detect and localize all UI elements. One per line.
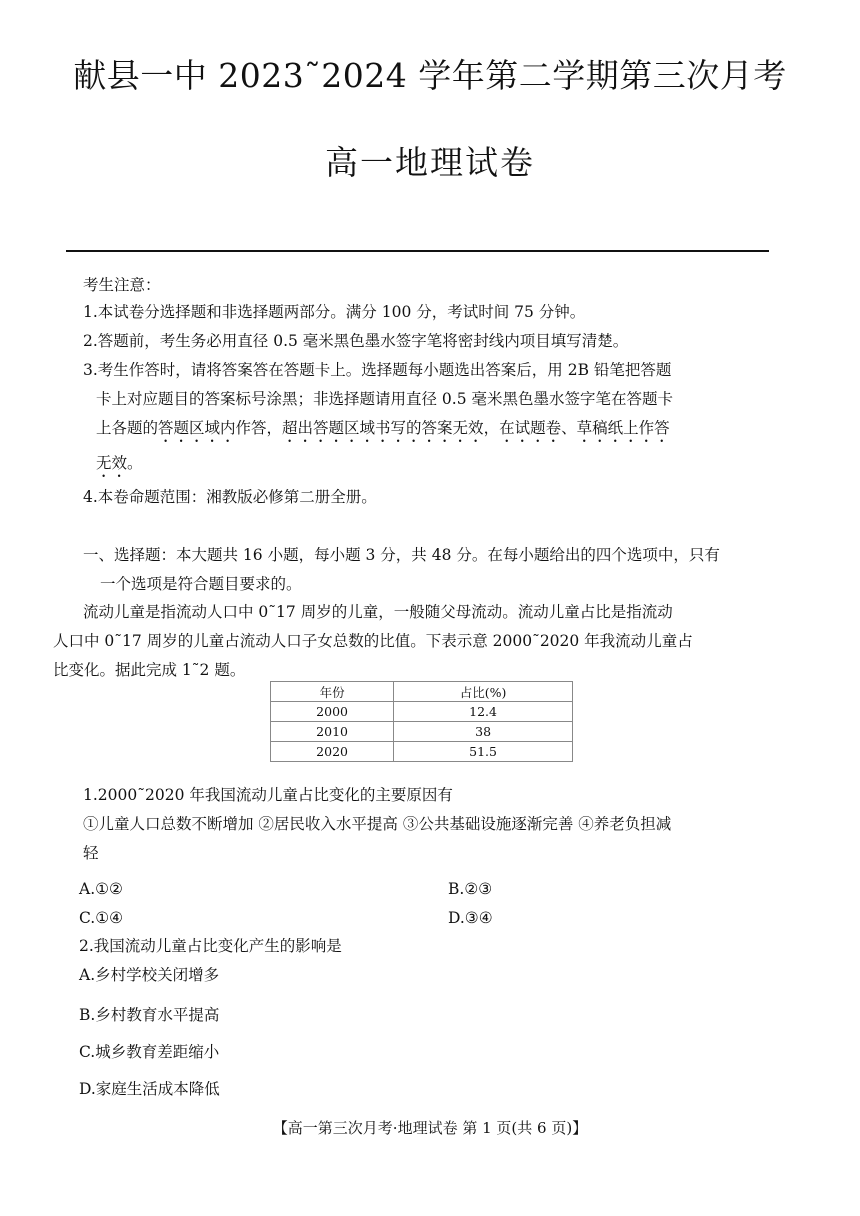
question-1-option-c: C.①④: [79, 909, 124, 927]
data-table: [270, 681, 573, 762]
notice-item-4: 4.本卷命题范围：湘教版必修第二册全册。: [83, 488, 377, 506]
notice-item-1: 1.本试卷分选择题和非选择题两部分。满分 100 分，考试时间 75 分钟。: [83, 303, 586, 321]
notice-item-2: 2.答题前，考生务必用直径 0.5 毫米黑色墨水签字笔将密封线内项目填写清楚。: [83, 332, 629, 350]
notice-emphasis: 超出答题区域书写的答案无效: [282, 419, 484, 437]
notice-item-3-line4: [96, 453, 143, 481]
question-2-option-c: C.城乡教育差距缩小: [79, 1043, 220, 1061]
table-header-year: 年份: [271, 682, 394, 702]
question-1-stem: 1.2000˜2020 年我国流动儿童占比变化的主要原因有: [83, 786, 453, 804]
table-cell-share: 51.5: [394, 742, 573, 762]
notice-text: ，: [483, 419, 500, 437]
table-row: [271, 702, 573, 722]
section-heading-cont: 一个选项是符合题目要求的。: [100, 575, 302, 593]
question-1-statements-cont: 轻: [83, 844, 99, 862]
notice-item-3-line2: 卡上对应题目的答案标号涂黑；非选择题请用直径 0.5 毫米黑色墨水签字笔在答题卡: [96, 390, 674, 408]
table-header-share: 占比(%): [394, 682, 573, 702]
title-divider: [66, 250, 769, 252]
notice-item-3-line3: [96, 418, 670, 446]
question-1-option-a: A.①②: [79, 880, 123, 898]
table-cell-year: 2010: [271, 722, 394, 742]
question-1-option-b: B.②③: [448, 880, 493, 898]
question-2-option-a: A.乡村学校关闭增多: [79, 966, 220, 984]
notice-text: 上各题的: [96, 419, 159, 437]
exam-title: 献县一中 2023˜2024 学年第二学期第三次月考: [73, 56, 787, 95]
exam-subject-title: 高一地理试卷: [325, 143, 535, 182]
notice-heading: 考生注意：: [83, 276, 161, 294]
passage-line-1: 流动儿童是指流动人口中 0˜17 周岁的儿童，一般随父母流动。流动儿童占比是指流动: [83, 603, 673, 621]
question-2-stem: 2.我国流动儿童占比变化产生的影响是: [79, 937, 342, 955]
question-1-statements: ①儿童人口总数不断增加 ②居民收入水平提高 ③公共基础设施逐渐完善 ④养老负担减: [83, 815, 672, 833]
notice-item-3-line1: 3.考生作答时，请将答案答在答题卡上。选择题每小题选出答案后，用 2B 铅笔把答题: [83, 361, 672, 379]
table-cell-year: 2020: [271, 742, 394, 762]
question-2-option-b: B.乡村教育水平提高: [79, 1006, 220, 1024]
notice-emphasis: 在试题卷、草稿纸上作答: [499, 419, 670, 437]
question-2-option-d: D.家庭生活成本降低: [79, 1080, 220, 1098]
table-row: [271, 722, 573, 742]
notice-text: 作答，: [235, 419, 283, 437]
notice-emphasis: 答题区域内: [158, 419, 236, 437]
question-1-option-d: D.③④: [448, 909, 493, 927]
table-cell-year: 2000: [271, 702, 394, 722]
passage-line-3: 比变化。据此完成 1˜2 题。: [53, 661, 246, 679]
notice-emphasis: 无效: [96, 454, 128, 472]
table-row: [271, 742, 573, 762]
notice-text: 。: [127, 454, 143, 472]
table-cell-share: 38: [394, 722, 573, 742]
passage-line-2: 人口中 0˜17 周岁的儿童占流动人口子女总数的比值。下表示意 2000˜2020 年我流动儿童占: [53, 632, 693, 650]
table-header-row: [271, 682, 573, 702]
page-footer: 【高一第三次月考·地理试卷 第 1 页(共 6 页)】: [272, 1119, 588, 1137]
table-cell-share: 12.4: [394, 702, 573, 722]
section-heading: 一、选择题：本大题共 16 小题，每小题 3 分，共 48 分。在每小题给出的四个选项中，只有: [83, 546, 720, 564]
